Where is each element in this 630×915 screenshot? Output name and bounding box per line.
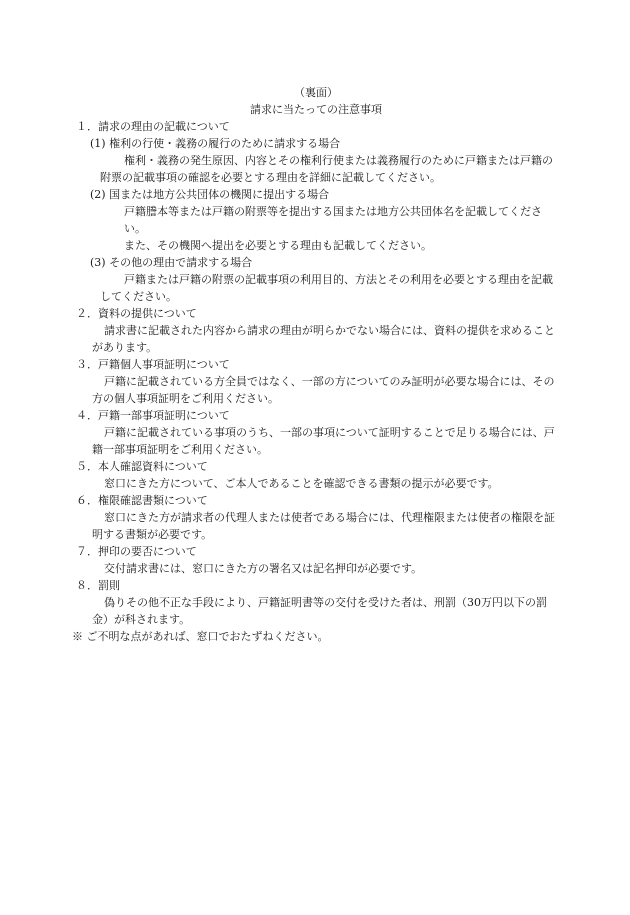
section-body: 交付請求書には、窓口にきた方の署名又は記名押印が必要です。 <box>104 562 423 575</box>
subsection-body: 戸籍謄本等または戸籍の附票等を提出する国または地方公共団体名を記載してください。 <box>124 205 542 235</box>
section-heading: ８．罰則 <box>76 579 120 592</box>
subsection-body: 戸籍または戸籍の附票の記載事項の利用目的、方法とその利用を必要とする理由を記載してください。 <box>100 273 553 303</box>
subsection-1-1 <box>76 135 556 186</box>
section-8 <box>76 577 556 628</box>
document-title: 請求に当たっての注意事項 <box>250 103 382 116</box>
subsection-heading: (2) 国または地方公共団体の機関に提出する場合 <box>90 188 330 201</box>
section-heading: ５．本人確認資料について <box>76 460 208 473</box>
section-body: 戸籍に記載されている事項のうち、一部の事項について証明することで足りる場合には、戸籍一部事項証明をご利用ください。 <box>92 426 555 456</box>
page-side-label: （裏面） <box>294 86 338 99</box>
section-heading: ２．資料の提供について <box>76 307 197 320</box>
section-2 <box>76 305 556 356</box>
section-body: 偽りその他不正な手段により、戸籍証明書等の交付を受けた者は、刑罰（30万円以下の罰金）が科されます。 <box>92 596 547 626</box>
section-body: 窓口にきた方について、ご本人であることを確認できる書類の提示が必要です。 <box>104 477 499 490</box>
section-heading: １．請求の理由の記載について <box>76 120 230 133</box>
section-heading: ４．戸籍一部事項証明について <box>76 409 230 422</box>
subsection-1-3 <box>76 254 556 305</box>
section-body: 窓口にきた方が請求者の代理人または使者である場合には、代理権限または使者の権限を証明する書類が必要です。 <box>92 511 555 541</box>
section-5 <box>76 458 556 492</box>
section-heading: ７．押印の要否について <box>76 545 197 558</box>
section-body: 戸籍に記載されている方全員ではなく、一部の方についてのみ証明が必要な場合には、その方の個人事項証明をご利用ください。 <box>92 375 555 405</box>
section-heading: ６．権限確認書類について <box>76 494 208 507</box>
subsection-1-2 <box>76 186 556 254</box>
subsection-body: 権利・義務の発生原因、内容とその権利行使または義務履行のために戸籍または戸籍の附票の記載事項の確認を必要とする理由を詳細に記載してください。 <box>100 154 553 184</box>
section-6 <box>76 492 556 543</box>
section-3 <box>76 356 556 407</box>
section-4 <box>76 407 556 458</box>
document-body <box>72 84 556 645</box>
subsection-body-2: また、その機関へ提出を必要とする理由も記載してください。 <box>124 239 432 252</box>
section-body: 請求書に記載された内容から請求の理由が明らかでない場合には、資料の提供を求めることがあります。 <box>92 324 555 354</box>
subsection-heading: (3) その他の理由で請求する場合 <box>90 256 253 269</box>
subsection-heading: (1) 権利の行使・義務の履行のために請求する場合 <box>90 137 341 150</box>
section-1 <box>76 118 556 305</box>
footer-note: ※ ご不明な点があれば、窓口でおたずねください。 <box>72 630 329 643</box>
section-7 <box>76 543 556 577</box>
section-heading: ３．戸籍個人事項証明について <box>76 358 230 371</box>
